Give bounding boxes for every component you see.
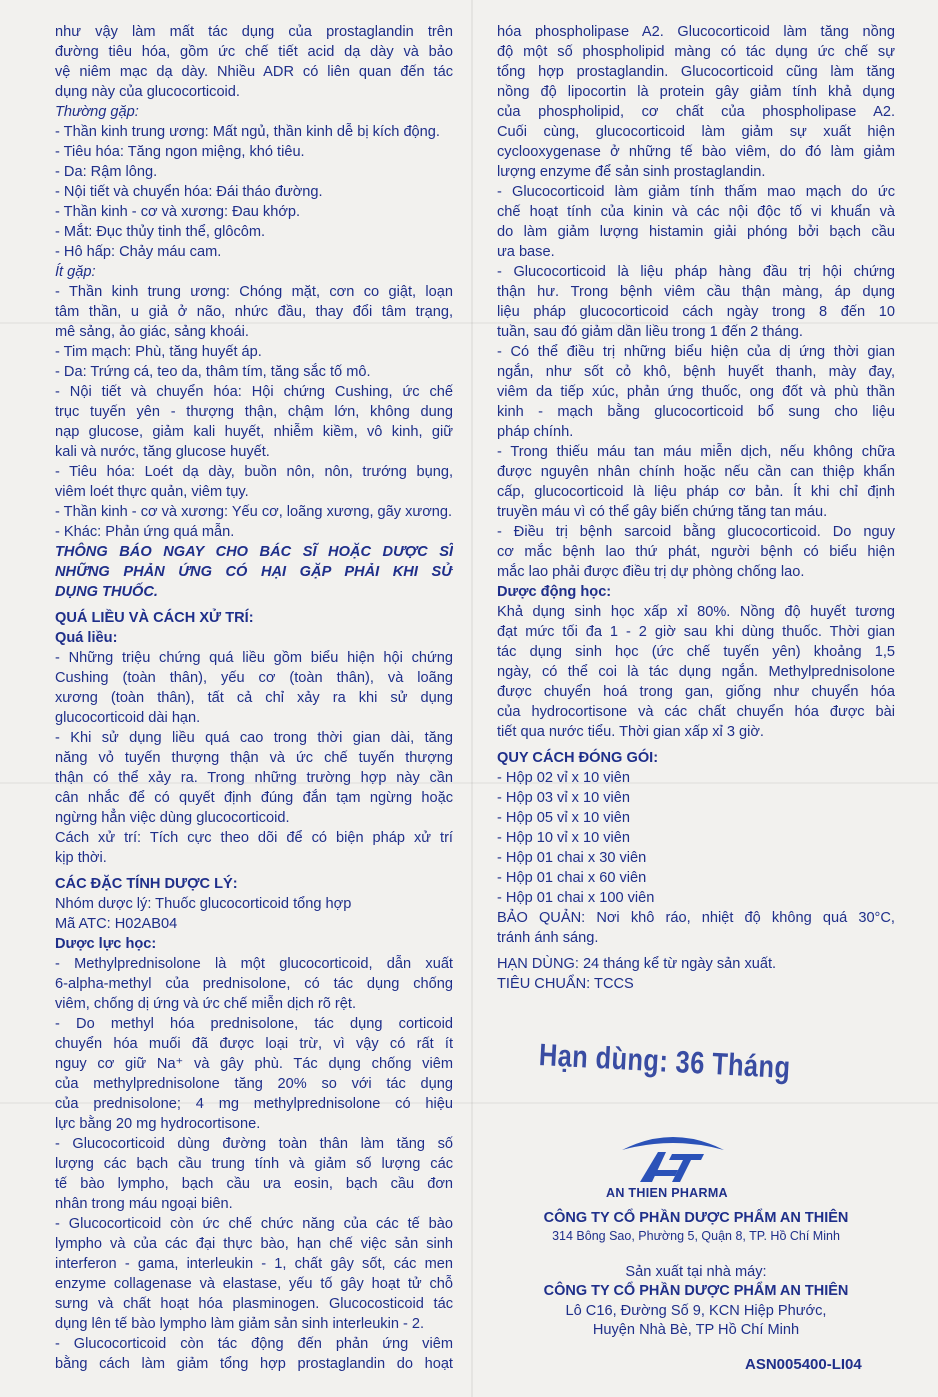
text-line: ngày, có thể coi là tác dụng ngắn. Methylprednisolone <box>497 664 895 680</box>
text-line: - Thần kinh - cơ và xương: Yếu cơ, loãng xương, gãy xương. <box>55 504 453 520</box>
text-line: Mã ATC: H02AB04 <box>55 916 178 932</box>
text-line: - Hô hấp: Chảy máu cam. <box>55 244 222 260</box>
text-line: - Glucocorticoid còn ức chế chức năng của các tế bào <box>55 1216 453 1232</box>
text-line: enzyme collagenase và elastase, yếu tố gây hoạt tử chỗ <box>55 1276 453 1292</box>
text-line: lực bằng 20 mg hydrocortisone. <box>55 1116 261 1132</box>
text-line: cân nhắc để có quyết định đúng đắn tạm ngừng hoặc <box>55 790 453 806</box>
text-line: nguy cơ giữ Na⁺ và gây phù. Tác dụng chống viêm <box>55 1056 453 1072</box>
text-line: vệ niêm mạc dạ dày. Nhiều ADR có liên quan đến tác <box>55 64 453 80</box>
factory-address-line2: Huyện Nhà Bè, TP Hồ Chí Minh <box>592 1322 800 1338</box>
text-line: - Hộp 10 vỉ x 10 viên <box>497 830 631 846</box>
text-line: - Do methyl hóa prednisolone, tác dụng corticoid <box>55 1016 453 1032</box>
text-line: chuyển hóa muối đã được loại trừ, vì vậy có rất ít <box>55 1036 453 1052</box>
text-line: xương (toàn thân), tất cả chỉ xảy ra khi sử dụng <box>55 690 453 706</box>
text-line: - Glucocorticoid dùng đường toàn thân làm tăng số <box>55 1136 453 1152</box>
text-line: như vậy làm mất tác dụng của prostaglandin trên <box>55 24 453 40</box>
text-line: độ một số phospholipid màng có tác dụng ức chế sự <box>497 44 895 60</box>
text-line: - Khác: Phản ứng quá mẫn. <box>55 524 235 540</box>
text-line: - Glucocorticoid là liệu pháp hàng đầu trị hội chứng <box>497 264 895 280</box>
factory-address-line1: Lô C16, Đường Số 9, KCN Hiệp Phước, <box>565 1303 827 1319</box>
text-line: - Tiêu hóa: Tăng ngon miệng, khó tiêu. <box>55 144 305 160</box>
text-line: interferon - gama, interleukin - 1, chất gây sốt, các men <box>55 1256 453 1272</box>
text-line: trục tuyến yên - thượng thận, chậm lớn, không dung <box>55 404 453 420</box>
text-line: - Hộp 02 vỉ x 10 viên <box>497 770 631 786</box>
text-line: tế bào lympho, bạch cầu ưa eosin, bạch cầu đơn <box>55 1176 453 1192</box>
text-line: - Thần kinh - cơ và xương: Đau khớp. <box>55 204 301 220</box>
text-line: - Thần kinh trung ương: Mất ngủ, thần kinh dễ bị kích động. <box>55 124 440 140</box>
text-line: đường tiêu hóa, gồm ức chế tiết acid dạ dày và bảo <box>55 44 453 60</box>
text-line: đạt mức tối đa 1 - 2 giờ sau khi dùng thuốc. Thời gian <box>497 624 895 640</box>
text-line: của prednisolone; 4 mg methylprednisolone có hiệu <box>55 1096 453 1112</box>
text-line: - Da: Rậm lông. <box>55 164 158 180</box>
text-line: Nhóm dược lý: Thuốc glucocorticoid tổng hợp <box>55 896 352 912</box>
company-name: CÔNG TY CỔ PHẦN DƯỢC PHẨM AN THIÊN <box>543 1210 849 1226</box>
an-thien-logo-icon <box>618 1130 728 1190</box>
text-line: Dược lực học: <box>55 936 157 952</box>
text-line: - Trong thiếu máu tan máu miễn dịch, nếu không chữa <box>497 444 895 460</box>
text-line: - Tiêu hóa: Loét dạ dày, buồn nôn, nôn, trướng bụng, <box>55 464 453 480</box>
text-line: - Nội tiết và chuyển hóa: Hội chứng Cushing, ức chế <box>55 384 453 400</box>
text-line: tâm thần, u giả ở não, nhức đầu, thay đổi tâm trạng, <box>55 304 453 320</box>
fold-line-vertical <box>471 0 473 1397</box>
text-line: - Glucocorticoid còn tác động đến phản ứng viêm <box>55 1336 453 1352</box>
text-line: thận có thể xảy ra. Trong những trường hợp này cần <box>55 770 453 786</box>
text-line: - Hộp 01 chai x 60 viên <box>497 870 647 886</box>
text-line: tuần, sau đó giảm dần liều trong 1 đến 2 tháng. <box>497 324 803 340</box>
brand-name: AN THIEN PHARMA <box>606 1186 728 1200</box>
text-line: tránh ánh sáng. <box>497 930 599 946</box>
text-line: tổng hợp prostaglandin. Glucocorticoid cũng làm tăng <box>497 64 895 80</box>
text-line: Ít gặp: <box>55 264 96 280</box>
text-line: - Hộp 03 vỉ x 10 viên <box>497 790 631 806</box>
text-line: - Hộp 01 chai x 30 viên <box>497 850 647 866</box>
text-line: Cushing (toàn thân), yếu cơ (toàn thân), và loãng <box>55 670 453 686</box>
text-line: bằng cách làm giảm tổng hợp prostaglandin do hoạt <box>55 1356 453 1372</box>
text-line: TIÊU CHUẨN: TCCS <box>497 976 634 992</box>
text-line: - Thần kinh trung ương: Chóng mặt, cơn co giật, loạn <box>55 284 453 300</box>
text-line: ngắn, như sốt cỏ khô, bệnh huyết thanh, mày đay, <box>497 364 895 380</box>
text-line: do làm giảm lượng histamin giải phóng bởi bạch cầu <box>497 224 895 240</box>
text-line: Khả dụng sinh học xấp xỉ 80%. Nồng độ huyết tương <box>497 604 895 620</box>
text-line: ngừng hẳn việc dùng glucocorticoid. <box>55 810 290 826</box>
text-line: - Hộp 05 vỉ x 10 viên <box>497 810 631 826</box>
text-line: CÁC ĐẶC TÍNH DƯỢC LÝ: <box>55 876 238 892</box>
text-line: viêm, chống dị ứng và ức chế miễn dịch rõ rệt. <box>55 996 357 1012</box>
text-line: cấp, glucocorticoid là liệu pháp cơ bản. Ít khi chỉ định <box>497 484 895 500</box>
text-line: cyclooxygenase ở những tế bào viêm, do đó làm giảm <box>497 144 895 160</box>
text-line: dụng này của glucocorticoid. <box>55 84 240 100</box>
text-line: - Khi sử dụng liều quá cao trong thời gian dài, tăng <box>55 730 453 746</box>
text-line: - Tim mạch: Phù, tăng huyết áp. <box>55 344 262 360</box>
text-line: tác dụng sinh học (ức chế tuyến yên) khoảng 1,5 <box>497 644 895 660</box>
text-line: được nguyên nhân chính hoặc nếu cần can thiệp khẩn <box>497 464 895 480</box>
text-line: pháp chính. <box>497 424 574 440</box>
document-code: ASN005400-LI04 <box>745 1356 862 1373</box>
text-line: năng vỏ tuyến thượng thận và ức chế tuyến thượng <box>55 750 453 766</box>
text-line: mắc lao phải được điều trị dự phòng chống lao. <box>497 564 805 580</box>
text-line: kali và nước, tăng glucose huyết. <box>55 444 270 460</box>
text-line: sưng và chất hoạt hóa plasminogen. Glucocosticoid tác <box>55 1296 453 1312</box>
text-line: - Hộp 01 chai x 100 viên <box>497 890 655 906</box>
right-text-column <box>497 22 895 994</box>
text-line: Cuối cùng, glucocorticoid làm giảm sự xuất hiện <box>497 124 895 140</box>
text-line: HẠN DÙNG: 24 tháng kể từ ngày sản xuất. <box>497 956 777 972</box>
text-line: Dược động học: <box>497 584 612 600</box>
text-line: Cách xử trí: Tích cực theo dõi để có biện pháp xử trí <box>55 830 453 846</box>
text-line: THÔNG BÁO NGAY CHO BÁC SĨ HOẶC DƯỢC SĨ <box>55 544 453 560</box>
text-line: Thường gặp: <box>55 104 139 120</box>
text-line: của hydrocortisone và các chất chuyển hóa được bài <box>497 704 895 720</box>
factory-name: CÔNG TY CỔ PHẦN DƯỢC PHẨM AN THIÊN <box>543 1283 849 1299</box>
text-line: - Da: Trứng cá, teo da, thâm tím, tăng sắc tố mô. <box>55 364 371 380</box>
text-line: DỤNG THUỐC. <box>55 584 158 600</box>
text-line: Quá liều: <box>55 630 118 646</box>
text-line: cơ mắc bệnh lao thứ phát, người bệnh có biểu hiện <box>497 544 895 560</box>
text-line: của phospholipid, cơ chất của phospholipase A2. <box>497 104 895 120</box>
text-line: - Mắt: Đục thủy tinh thể, glôcôm. <box>55 224 266 240</box>
text-line: nồng độ lipocortin là protein gây giảm tính khả dụng <box>497 84 895 100</box>
text-line: dụng lên tế bào lympho làm giảm sản sinh interleukin - 2. <box>55 1316 425 1332</box>
text-line: chế hoạt tính của kinin và các nội độc tố vi khuẩn và <box>497 204 895 220</box>
text-line: BẢO QUẢN: Nơi khô ráo, nhiệt độ không quá 30°C, <box>497 910 895 926</box>
text-line: lượng các bạch cầu trung tính và giảm số lượng các <box>55 1156 453 1172</box>
text-line: 6-alpha-methyl của prednisolone, có tác dụng chống <box>55 976 453 992</box>
text-line: liệu pháp glucocorticoid cách ngày trong 8 đến 10 <box>497 304 895 320</box>
text-line: thận hư. Trong bệnh viêm cầu thận màng, áp dụng <box>497 284 895 300</box>
expiry-stamp: Hạn dùng: 36 Tháng <box>538 1037 792 1086</box>
text-line: - Điều trị bệnh sarcoid bằng glucocorticoid. Do nguy <box>497 524 895 540</box>
text-line: ưa base. <box>497 244 555 260</box>
text-line: NHỮNG PHẢN ỨNG CÓ HẠI GẶP PHẢI KHI SỬ <box>55 564 453 580</box>
text-line: - Glucocorticoid làm giảm tính thấm mao mạch do ức <box>497 184 895 200</box>
text-line: - Nội tiết và chuyển hóa: Đái tháo đường. <box>55 184 323 200</box>
text-line: viêm da tiếp xúc, phản ứng thuốc, ong đốt và phù thần <box>497 384 895 400</box>
text-line: kịp thời. <box>55 850 107 866</box>
text-line: QUY CÁCH ĐÓNG GÓI: <box>497 750 659 766</box>
left-text-column <box>55 22 453 1374</box>
text-line: kinh - mạch bằng glucocorticoid bổ sung cho liệu <box>497 404 895 420</box>
text-line: - Methylprednisolone là một glucocorticoid, dẫn xuất <box>55 956 453 972</box>
text-line: hóa phospholipase A2. Glucocorticoid làm tăng nồng <box>497 24 895 40</box>
text-line: viêm loét thực quản, viêm tụy. <box>55 484 249 500</box>
text-line: được chuyển hoá trong gan, giống như chuyển hóa <box>497 684 895 700</box>
text-line: của methylprednisolone tăng 20% so với tác dụng <box>55 1076 453 1092</box>
text-line: mê sảng, ảo giác, sảng khoái. <box>55 324 249 340</box>
text-line: truyền máu vì có thể gây biến chứng tăng tan máu. <box>497 504 828 520</box>
text-line: QUÁ LIỀU VÀ CÁCH XỬ TRÍ: <box>55 610 254 626</box>
company-address: 314 Bông Sao, Phường 5, Quận 8, TP. Hồ Chí Minh <box>552 1229 840 1243</box>
text-line: glucocorticoid dài hạn. <box>55 710 201 726</box>
text-line: tiết qua nước tiểu. Thời gian xấp xỉ 3 giờ. <box>497 724 764 740</box>
text-line: nạp glucose, giảm kali huyết, nhiễm kiềm, vô kinh, giữ <box>55 424 453 440</box>
text-line: nhân trong máu ngoại biên. <box>55 1196 233 1212</box>
text-line: lượng enzyme để sản sinh prostaglandin. <box>497 164 766 180</box>
text-line: lympho và của các đại thực bào, hạn chế việc sản sinh <box>55 1236 453 1252</box>
text-line: - Có thể điều trị những biểu hiện của dị ứng thời gian <box>497 344 895 360</box>
text-line: - Những triệu chứng quá liều gồm biểu hiện hội chứng <box>55 650 453 666</box>
factory-label: Sản xuất tại nhà máy: <box>625 1264 767 1280</box>
